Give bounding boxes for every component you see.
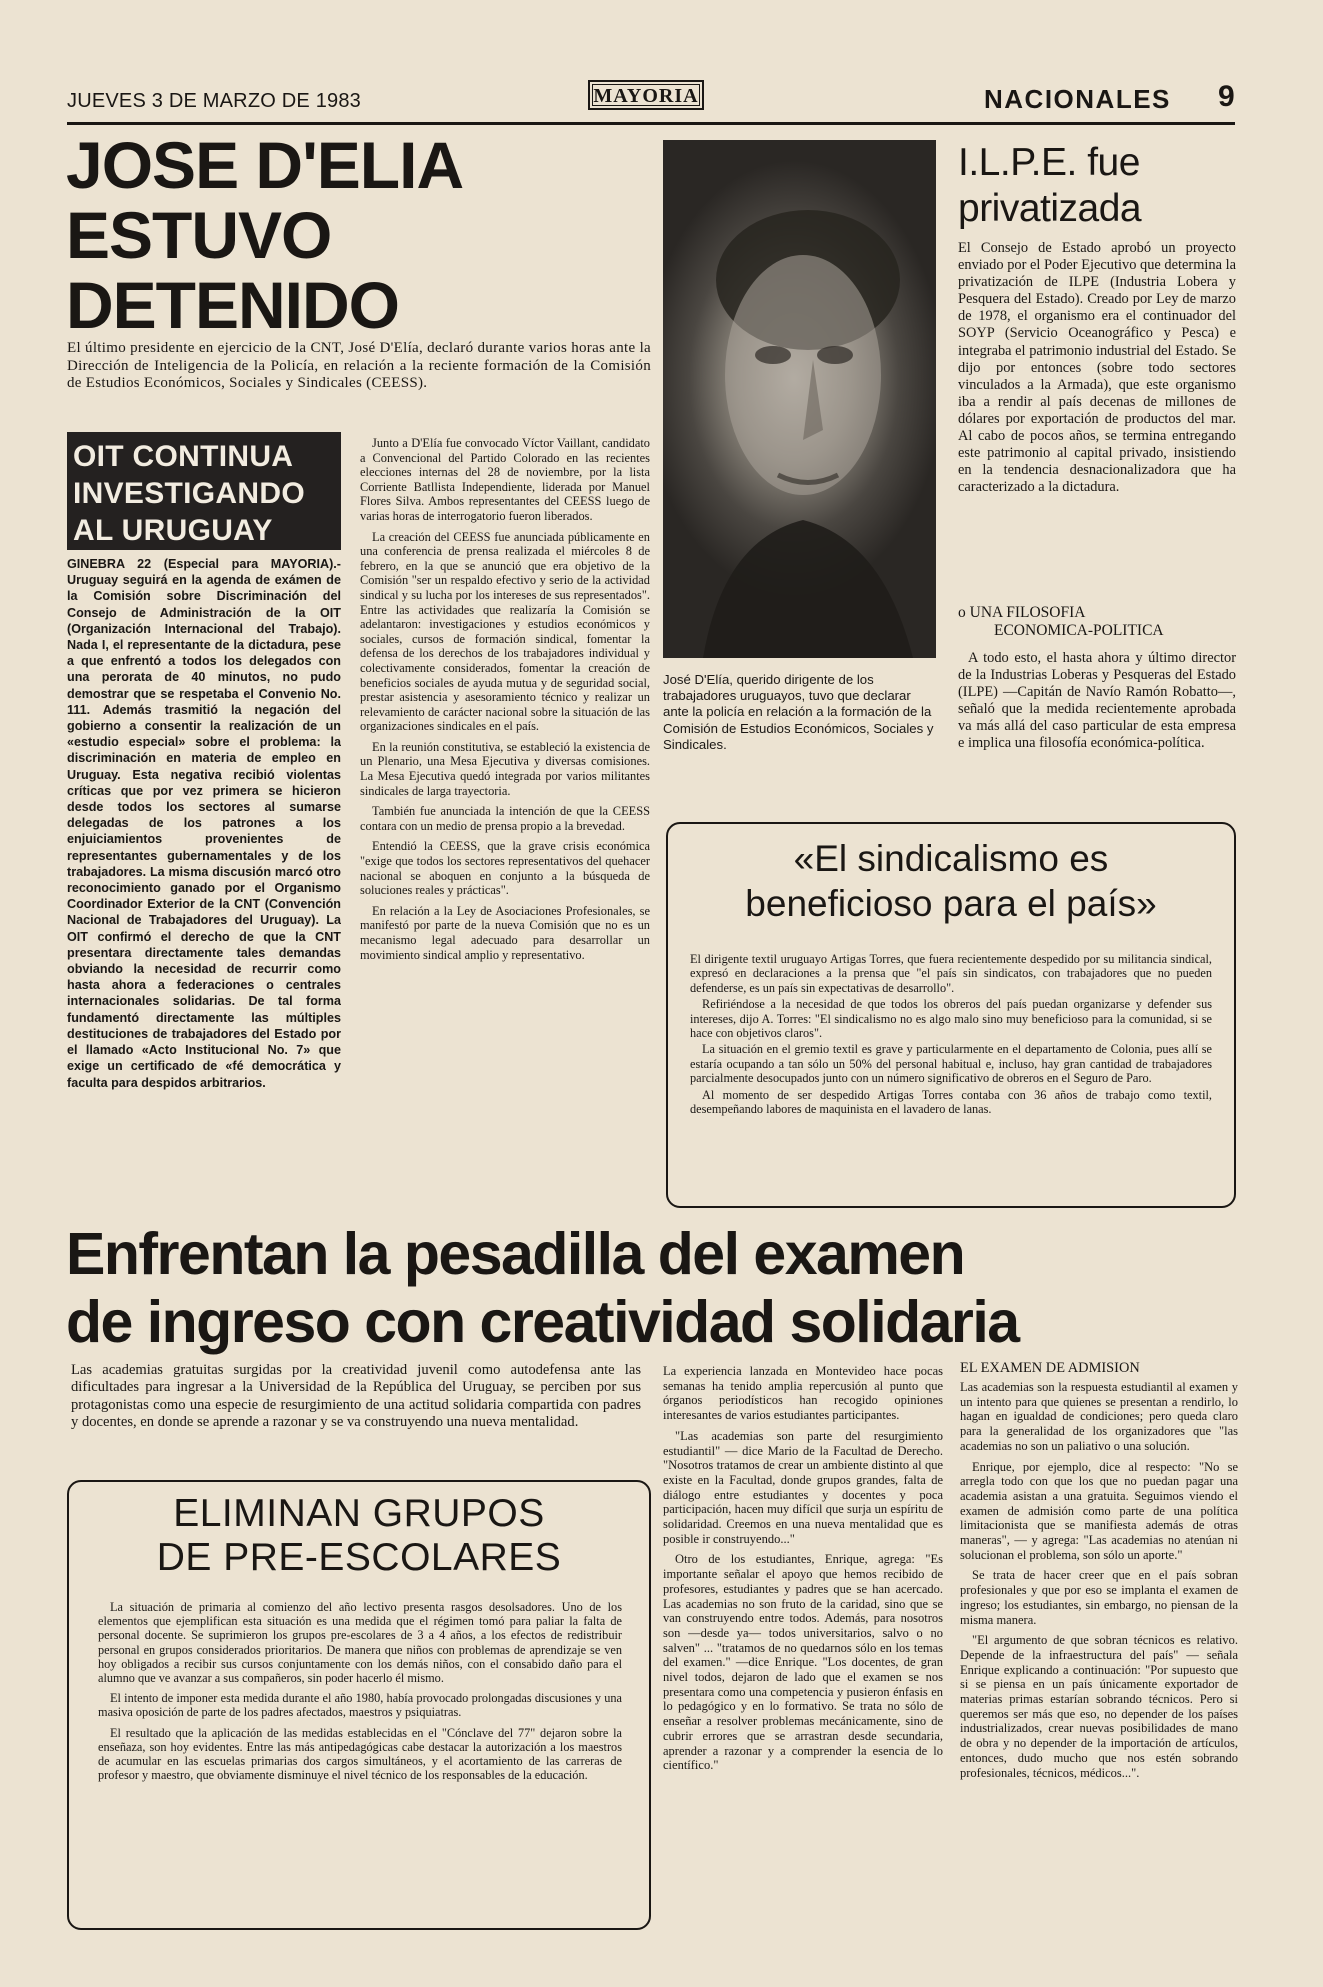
header-date: JUEVES 3 DE MARZO DE 1983 [67,90,361,112]
preescolares-headline [70,1492,648,1580]
sindicalismo-headline-line: beneficioso para el país» [745,883,1157,924]
examen-subhead: EL EXAMEN DE ADMISION [960,1360,1140,1376]
preescolares-headline-line: DE PRE-ESCOLARES [156,1536,562,1579]
examen-headline-line: de ingreso con creatividad solidaria [66,1289,1019,1355]
sindicalismo-paragraph: Al momento de ser despedido Artigas Torres contaba con 36 años de trabajo como textil, desempeñando labores de maquinista en el lavadero de lanas. [690,1087,1212,1117]
delia-paragraph: También fue anunciada la intención de que la CEESS contara con un medio de prensa propio a la brevedad. [360,804,650,833]
oit-article-text: GINEBRA 22 (Especial para MAYORIA).- Uruguay seguirá en la agenda de exámen de la Comisión sobre Discriminación del Consejo de Administración de la OIT (Organización Internacional del Trabajo). Nada I, el representante de la dictadura, pese a que enfrentó a todos los delegados con una perorata de 40 minutos, no pudo demostrar que se respetaba el Convenio No. 111. Además trasmitió la negación del gobierno a consentir la realización de un «estudio especial» sobre el problema: la discriminación en materia de empleo en Uruguay. Esta negativa recibió violentas críticas que por vez primera se hicieron desde todos los sectores al sumarse delegadas de los patrones a los enjuiciamientos provenientes de representantes gubernamentales y de los trabajadores. La misma discusión marcó otro reconocimiento ganado por el Organismo Coordinador Exterior de la CNT (Convención Nacional de Trabajadores del Uruguay). La OIT confirmó el derecho de que la CNT presentara directamente tales demandas obviando la necesidad de recurrir como hasta ahora a federaciones o centrales internacionales solidarias. De tal forma fundamentó directamente las múltiples destituciones de trabajadores del Estado por el llamado «Acto Institucional No. 7» que exige un certificado de «fé democrática y faculta para despidos arbitrarios. [67,557,341,1090]
examen-paragraph: "Las academias son parte del resurgimiento estudiantil" — dice Mario de la Facultad de Derecho. "Nosotros tratamos de crear un ambiente distinto al que existe en la Facultad, donde grupos grandes, falta de diálogo entre estudiantes y docentes y poca participación, hacen muy difícil que surja un espíritu de solidaridad. Creemos en una nueva mentalidad que es posible ir construyendo..." [663,1428,943,1546]
examen-paragraph: La experiencia lanzada en Montevideo hace pocas semanas ha tenido amplia repercusión al punto que órganos periodísticos han recogido opiniones interesantes de varios estudiantes participantes. [663,1364,943,1423]
delia-paragraph: Junto a D'Elía fue convocado Víctor Vaillant, candidato a Convencional del Partido Colorado en las recientes elecciones internas del 28 de noviembre, por la lista Corriente Batllista Independiente, liderada por Manuel Flores Silva. Ambos representantes del CEESS luego de varias horas de interrogatorio fueron liberados. [360,436,650,523]
examen-column-2 [663,1364,943,1934]
portrait-silhouette [663,140,936,658]
examen-paragraph: Otro de los estudiantes, Enrique, agrega: "Es importante señalar el apoyo que hemos recibido de profesores, estudiantes y padres que se han acercado. Las academias no son fruto de la caridad, sino que se van construyendo entre todos. Además, para nosotros son —desde ya— todos universitarios, salvo o no salven" ... "tratamos de no quedarnos sólo en los temas del examen." —dice Enrique. "Los docentes, de gran nivel todos, dejaron de lado que el examen se nos presentara como una competencia y pusieron énfasis en lo pedagógico y en lo formativo. Se trata no sólo de enseñar a resolver problemas mecánicamente, sino de cubrir errores que se arrastran desde secundaria, aprender a razonar y a comprender la esencia de lo científico." [663,1552,943,1773]
delia-paragraph: En la reunión constitutiva, se estableció la existencia de un Plenario, una Mesa Ejecutiva y diversas comisiones. La Mesa Ejecutiva quedó integrada por varios militantes sindicales de larga trayectoria. [360,739,650,798]
delia-body-column [360,436,650,1206]
oit-headline-box [67,432,341,550]
ilpe-subhead-line: ECONOMICA-POLITICA [994,622,1164,639]
delia-headline-line: ESTUVO [66,198,332,272]
preescolares-body [98,1600,622,1788]
examen-paragraph: Enrique, por ejemplo, dice al respecto: "No se arregla todo con que los que no puedan pagar una academia asistan a una gratuita. Seguimos viendo el examen de admisión como parte de una política limitacionista que se manifiesta además de otras maneras", — y agrega: "Las academias no atenúan ni solucionan el problema, son sólo un aporte." [960,1459,1238,1562]
examen-headline-line: Enfrentan la pesadilla del examen [66,1221,965,1287]
examen-paragraph: "El argumento de que sobran técnicos es relativo. Depende de la infraestructura del país" — señala Enrique explicando a continuación: "Por supuesto que si se piensa en un país únicamente exportador de materias primas estarían sobrando técnicos. Pero si queremos ser más que eso, no depender de los países industrializados, crear nuevas posibilidades de mano de obra y no depender de la importación de artículos, entonces, dudo mucho que nos estén sobrando profesionales, técnicos, médicos...". [960,1633,1238,1780]
preescolares-paragraph: El intento de imponer esta medida durante el año 1980, había provocado prolongadas discusiones y una masiva oposición de parte de los padres afectados, maestros y psiquiatras. [98,1691,622,1720]
ilpe-subhead-line: o UNA FILOSOFIA [958,604,1086,621]
delia-paragraph: La creación del CEESS fue anunciada públicamente en una conferencia de prensa realizada el miércoles 8 de febrero, en la que se anunció que era objetivo de la Comisión "ser un respaldo efectivo y serio de la actividad sindical y su lucha por los intereses de sus representados". Entre las actividades que realizaría la Comisión se adelantaron: investigaciones y estudios económicos y sociales, cursos de formación sindical, fomentar la defensa de los derechos de los trabajadores individual y colectivamente considerados, fomentar la creación de beneficios sociales de ayuda mutua y de seguridad social, prestar asistencia y asesoramiento técnico y realizar un relevamiento de carácter nacional sobre la situación de las organizaciones sindicales en el país. [360,529,650,734]
ilpe-paragraph-2: A todo esto, el hasta ahora y último director de la Industrias Loberas y Pesqueras del Estado (ILPE) —Capitán de Navío Ramón Robatto—, señaló que la medida recientemente aprobada va más allá del caso particular de esta empresa e implica una filosofía económica-política. [958,650,1236,752]
sindicalismo-paragraph: El dirigente textil uruguayo Artigas Torres, que fuera recientemente despedido por su militancia sindical, expresó en declaraciones a la prensa que "el país sin sindicatos, con trabajadores que no pueden defenderse, es un país sin expectativas de desarrollo". [690,952,1212,995]
sindicalismo-body [690,952,1212,1118]
examen-column-3 [960,1380,1238,1934]
page-number: 9 [1218,80,1235,113]
examen-lead: Las academias gratuitas surgidas por la creatividad juvenil como autodefensa ante las dificultades para ingresar a la Universidad de la República del Uruguay, se perciben por sus protagonistas como una especie de resurgimiento de una actitud solidaria compartida con padres y docentes, en donde se aprende a razonar y se va construyendo una nueva mentalidad. [71,1362,641,1431]
sindicalismo-headline-line: «El sindicalismo es [793,838,1109,879]
preescolares-paragraph: La situación de primaria al comienzo del año lectivo presenta rasgos desolsadores. Uno de los elementos que ejemplifican esta situación es una medida que el régimen tomó para paliar la falta de personal docente. Se suprimieron los grupos pre-escolares de 3 a 4 años, a los efectos de redistribuir personal en grupos considerados prioritarios. De manera que niños con problemas de aprendizaje se ven hoy obligados a recibir sus cursos conjuntamente con los demás niños, con el consabido daño para el alumno que ve avanzar a sus compañeros, sin poder hacerlo él mismo. [98,1600,622,1686]
ilpe-paragraph-1: El Consejo de Estado aprobó un proyecto enviado por el Poder Ejecutivo que determina la privatización de ILPE (Industria Lobera y Pesquera del Estado). Creado por Ley de marzo de 1978, el organismo era el continuador del SOYP (Servicio Oceanográfico y Pesca) e integraba el patrimonio industrial del Estado. Se dijo por entonces (sobre todo sectores vinculados a la Armada), que este organismo iba a rendir al país decenas de millones de dólares por exportación de productos del mar. Al cabo de pocos años, se termina entregando este patrimonio al capital privado, insistiendo en la tendencia desnacionalizadora que ha caracterizado a la dictadura. [958,240,1236,496]
masthead-logo: MAYORIA [588,80,704,110]
preescolares-headline-line: ELIMINAN GRUPOS [173,1492,545,1535]
photo-caption: José D'Elía, querido dirigente de los trabajadores uruguayos, tuvo que declarar ante la policía en relación a la formación de la Comisión de Estudios Económicos, Sociales y Sindicales. [663,672,934,752]
sindicalismo-paragraph: Refiriéndose a la necesidad de que todos los obreros del país puedan organizarse y defender sus intereses, dijo A. Torres: "El sindicalismo no es algo malo sino muy beneficioso para la comunidad, si se hace con objetivos claros". [690,997,1212,1041]
delia-paragraph: En relación a la Ley de Asociaciones Profesionales, se manifestó por parte de la nueva Comisión que no es un mecanismo legal adecuado para desarrollar un movimiento sindical amplio y representativo. [360,903,650,962]
oit-headline-line: AL URUGUAY [73,514,273,547]
ilpe-headline-line: I.L.P.E. fue [958,141,1140,184]
delia-headline-line: JOSE D'ELIA [66,128,464,202]
sindicalismo-headline [670,836,1232,926]
delia-lead: El último presidente en ejercicio de la CNT, José D'Elía, declaró durante varios horas ante la Dirección de Inteligencia de la Policía, en relación a la reciente formación de la Comisión de Estudios Económicos, Sociales y Sindicales (CEESS). [67,340,651,391]
oit-headline-line: INVESTIGANDO [73,477,305,510]
header-rule [67,122,1235,125]
section-title: NACIONALES [984,84,1171,114]
delia-paragraph: Entendió la CEESS, que la grave crisis económica "exige que todos los sectores representativos del quehacer nacional se aboquen en conjunto a la búsqueda de soluciones reales y prácticas". [360,839,650,898]
preescolares-paragraph: El resultado que la aplicación de las medidas establecidas en el "Cónclave del 77" dejaron sobre la enseñaza, son hoy evidentes. Entre las más antipedagógicas cabe destacar la autorización a los maestros de acumular en las escuelas primarias dos cargos simultáneos, y el acortamiento de las carreras de profesor y maestro, que obviamente disminuye el nivel técnico de los responsables de la educación. [98,1725,622,1783]
sindicalismo-paragraph: La situación en el gremio textil es grave y particularmente en el departamento de Colonia, pues allí se estaría ocupando a tan sólo un 50% del personal habitual e, incluso, hay gran cantidad de trabajadores parcialmente desocupados junto con un número significativo de obreros en el Seguro de Paro. [690,1042,1212,1086]
examen-headline [66,1220,1246,1356]
oit-headline-line: OIT CONTINUA [73,440,294,473]
delia-headline [66,130,666,340]
ilpe-headline-line: privatizada [958,187,1142,230]
examen-paragraph: Se trata de hacer creer que en el país sobran profesionales y que por eso se implanta el examen de ingreso; los estudiantes, sin embargo, no piensan de la misma manera. [960,1568,1238,1627]
delia-photo [663,140,936,658]
ilpe-headline [958,140,1238,232]
examen-paragraph: Las academias son la respuesta estudiantil al examen y un intento para que quienes se presentan a rendirlo, lo hagan en igualdad de condiciones; pero queda claro para la generalidad de los organizadores que "las academias no son un paliativo o una solución. [960,1380,1238,1453]
delia-headline-line: DETENIDO [66,268,400,342]
ilpe-subhead [958,604,1236,640]
